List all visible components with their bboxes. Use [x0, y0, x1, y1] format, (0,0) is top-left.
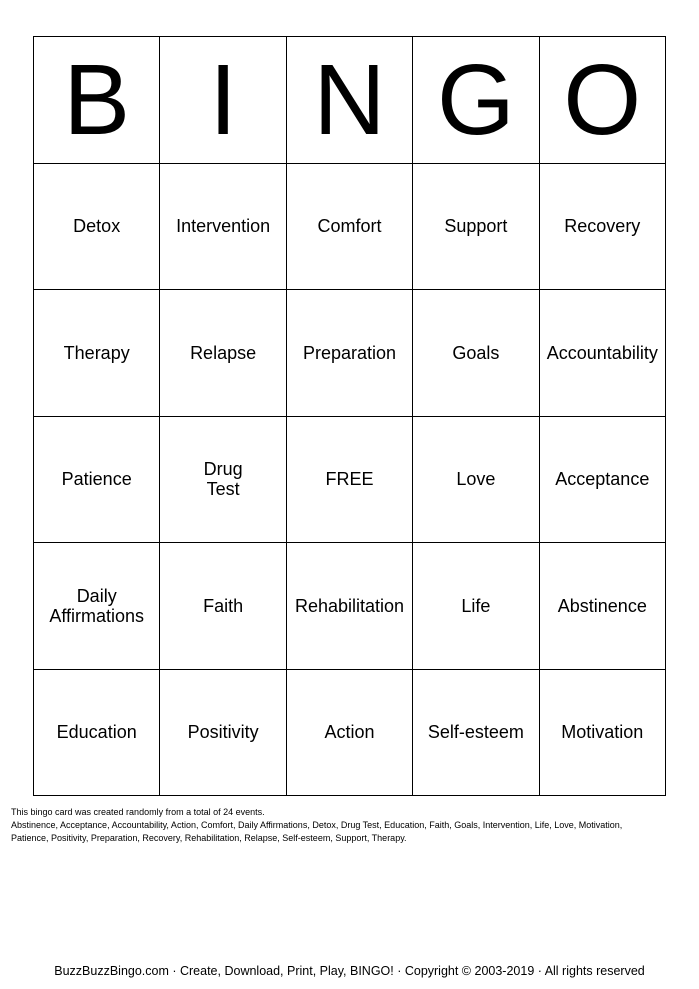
bingo-cell	[540, 290, 666, 417]
cell-text: FREE	[325, 469, 374, 490]
bingo-cell	[160, 290, 286, 417]
bingo-cell	[287, 290, 413, 417]
cell-text: Patience	[61, 469, 132, 490]
footer-copyright: BuzzBuzzBingo.com · Create, Download, Print, Play, BINGO! · Copyright © 2003-2019 · All rights reserved	[54, 964, 645, 978]
bingo-cell	[34, 164, 160, 291]
bingo-cell	[287, 164, 413, 291]
cell-text: Support	[444, 216, 508, 237]
cell-text: Abstinence	[557, 595, 647, 616]
header-letter-b	[34, 37, 160, 164]
bingo-cell	[34, 290, 160, 417]
header-letter-g	[413, 37, 539, 164]
cell-text: Faith	[203, 595, 244, 616]
bingo-cell	[540, 164, 666, 291]
header-letter-o	[540, 37, 666, 164]
card-notes	[11, 806, 671, 845]
bingo-cell	[540, 670, 666, 797]
bingo-cell	[540, 417, 666, 544]
cell-text: Action	[324, 722, 375, 743]
header-letter: O	[563, 43, 642, 156]
bingo-cell	[287, 543, 413, 670]
cell-text: Preparation	[302, 342, 397, 363]
header-letter: G	[436, 43, 515, 156]
bingo-cell	[287, 670, 413, 797]
cell-text: Love	[456, 469, 496, 490]
bingo-cell	[34, 543, 160, 670]
header-letter-i	[160, 37, 286, 164]
cell-text: Life	[461, 595, 491, 616]
cell-text: Education	[56, 722, 137, 743]
cell-text: Accountability	[546, 342, 658, 363]
bingo-cell	[160, 164, 286, 291]
cell-text: Drug Test	[203, 459, 243, 500]
header-letter: N	[313, 43, 386, 156]
cell-text: Therapy	[63, 342, 130, 363]
bingo-cell	[34, 417, 160, 544]
bingo-cell	[413, 543, 539, 670]
cell-text: Intervention	[176, 216, 271, 237]
cell-text: Self-esteem	[427, 722, 524, 743]
bingo-cell	[413, 290, 539, 417]
header-letter: I	[209, 43, 237, 156]
cell-text: Comfort	[317, 216, 382, 237]
bingo-cell	[413, 417, 539, 544]
cell-text: Daily Affirmations	[49, 585, 145, 626]
cell-text: Recovery	[564, 216, 641, 237]
bingo-cell	[413, 164, 539, 291]
notes-line: Patience, Positivity, Preparation, Recovery, Rehabilitation, Relapse, Self-esteem, Support, Therapy.	[11, 833, 407, 843]
bingo-cell	[160, 670, 286, 797]
cell-text: Positivity	[187, 722, 259, 743]
bingo-cell	[413, 670, 539, 797]
notes-line: This bingo card was created randomly from a total of 24 events.	[11, 807, 265, 817]
bingo-cell	[540, 543, 666, 670]
cell-text: Acceptance	[555, 469, 650, 490]
cell-text: Motivation	[561, 722, 644, 743]
cell-text: Goals	[452, 342, 500, 363]
free-space-cell	[287, 417, 413, 544]
cell-text: Detox	[73, 216, 121, 237]
bingo-cell	[160, 417, 286, 544]
cell-text: Relapse	[190, 342, 257, 363]
bingo-card	[33, 36, 666, 796]
header-letter-n	[287, 37, 413, 164]
bingo-cell	[160, 543, 286, 670]
notes-line: Abstinence, Acceptance, Accountability, Action, Comfort, Daily Affirmations, Detox, Drug Test, Education, Faith, Goals, Intervention, Life, Love, Motivation,	[11, 820, 623, 830]
header-letter: B	[63, 43, 131, 156]
cell-text: Rehabilitation	[294, 595, 405, 616]
bingo-cell	[34, 670, 160, 797]
